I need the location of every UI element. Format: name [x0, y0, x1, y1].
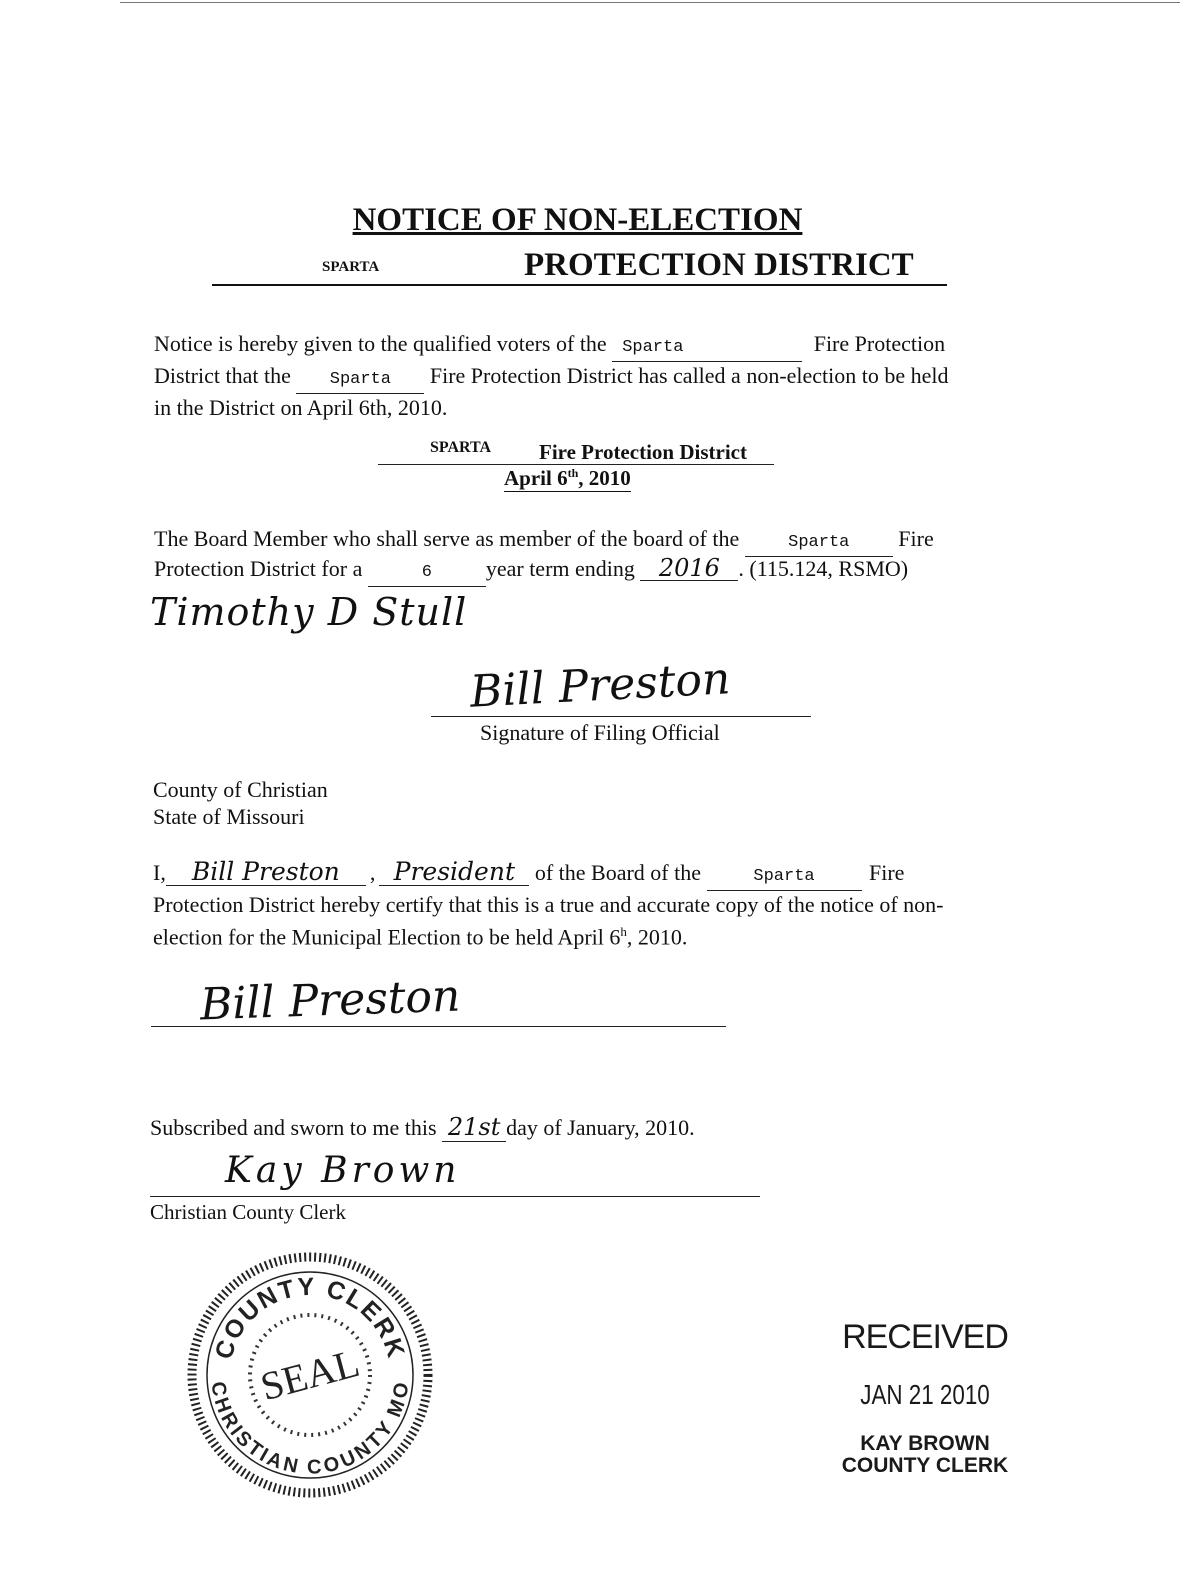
notice-line2: District that the Sparta Fire Protection District has called a non-election to be held	[154, 362, 1014, 394]
stamp-name: KAY BROWN	[860, 1432, 990, 1455]
candidate-name-handwritten: Timothy D Stull	[150, 590, 468, 634]
clerk-label: Christian County Clerk	[150, 1200, 346, 1224]
document-title	[0, 202, 1155, 239]
notice-district-fill-1: Sparta	[612, 334, 802, 362]
section-district-fill: SPARTA	[430, 439, 492, 456]
section-heading-text: Fire Protection District	[539, 440, 747, 464]
scan-top-edge	[120, 2, 1180, 3]
filing-official-label: Signature of Filing Official	[480, 720, 720, 745]
board-year-fill: 2016	[640, 556, 738, 581]
board-line1: The Board Member who shall serve as member of the board of the Sparta Fire	[154, 525, 1034, 557]
received-stamp	[820, 1318, 1030, 1477]
notice-district-fill-2: Sparta	[296, 366, 424, 394]
certify-title-fill: President	[379, 858, 529, 886]
notice-line1: Notice is hereby given to the qualified voters of the Sparta Fire Protection	[154, 330, 1014, 362]
title-district-fill: SPARTA	[322, 259, 380, 275]
county-line: County of Christian	[153, 777, 328, 802]
seal-top-text: COUNTY CLERK	[209, 1272, 411, 1363]
clerk-signature-line	[150, 1196, 760, 1197]
county-clerk-seal	[185, 1250, 435, 1500]
county-state	[153, 776, 328, 830]
title-line2-underline	[212, 284, 947, 286]
certify-line1: I, Bill Preston , President of the Board of the Sparta Fire	[153, 858, 1033, 891]
section-date: April 6th, 2010	[504, 466, 631, 490]
seal-graphic	[185, 1250, 435, 1500]
state-line: State of Missouri	[153, 804, 305, 829]
stamp-date: JAN 21 2010	[860, 1379, 990, 1410]
board-line2: Protection District for a 6 year term ending 2016 . (115.124, RSMO)	[154, 555, 1034, 587]
president-signature-line	[151, 1026, 726, 1027]
board-term-fill: 6	[368, 559, 486, 587]
seal-bottom-text: CHRISTIAN COUNTY MO	[206, 1380, 414, 1479]
svg-text:COUNTY CLERK	[210, 1273, 411, 1363]
stamp-title: COUNTY CLERK	[841, 1454, 1009, 1477]
certification-paragraph	[153, 858, 1033, 950]
president-signature: Bill Preston	[199, 970, 462, 1031]
filing-official-signature: Bill Preston	[468, 653, 732, 718]
certify-name-fill: Bill Preston	[166, 858, 366, 886]
title-line1: NOTICE OF NON-ELECTION	[352, 202, 803, 238]
section-heading	[378, 436, 778, 466]
board-paragraph	[154, 525, 1034, 587]
certify-line3: election for the Municipal Election to be held April 6$^h$, 2010.	[153, 924, 688, 950]
seal-center-text: SEAL	[255, 1339, 364, 1410]
board-district-fill: Sparta	[745, 529, 893, 557]
title-line2-text: PROTECTION DISTRICT	[524, 247, 914, 283]
sworn-day-fill: 21st	[442, 1114, 506, 1142]
clerk-signature: Kay Brown	[225, 1150, 461, 1191]
section-heading-underline	[378, 464, 774, 465]
notice-line3: in the District on April 6th, 2010.	[154, 395, 448, 420]
certify-district-fill: Sparta	[707, 863, 862, 891]
notice-paragraph	[154, 330, 1014, 421]
filing-official-signature-line	[431, 716, 811, 717]
sworn-statement: Subscribed and sworn to me this 21st day of January, 2010.	[150, 1113, 695, 1141]
stamp-received: RECEIVED	[842, 1318, 1008, 1356]
title-line2	[212, 247, 947, 285]
certify-line2: Protection District hereby certify that this is a true and accurate copy of the notice of non-	[153, 892, 944, 917]
